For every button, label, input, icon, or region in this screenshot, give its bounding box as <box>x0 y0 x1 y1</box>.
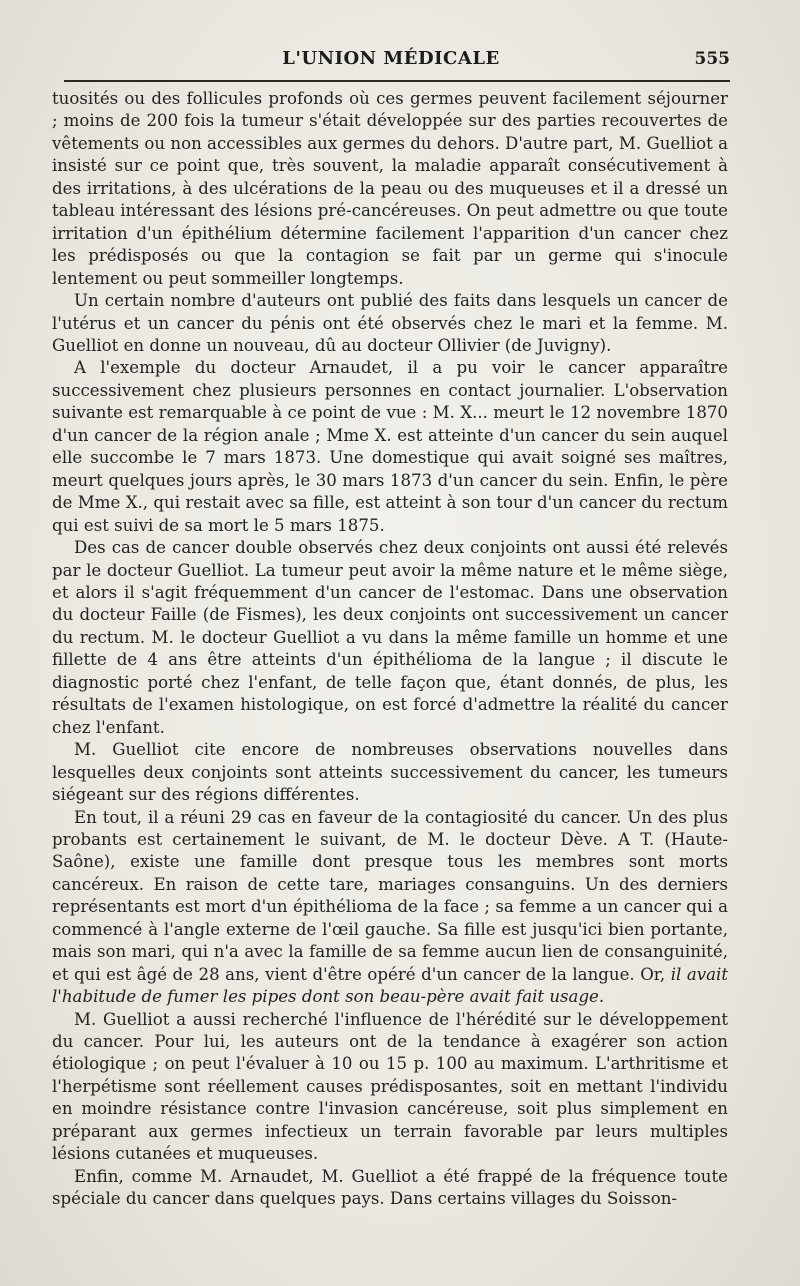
paragraph: Enfin, comme M. Arnaudet, M. Guelliot a été frappé de la fréquence toute spéciale du cancer dans quelques pays. Dans certains villages du Soisson- <box>52 1166 728 1209</box>
italic-quote: il avait l'habitude de fumer les pipes dont son beau-père avait fait usage. <box>52 964 728 1007</box>
paragraph: Un certain nombre d'auteurs ont publié des faits dans lesquels un cancer de l'utérus et un cancer du pénis ont été observés chez le mari et la femme. M. Guelliot en donne un nouveau, dû au docteur Ollivier (de Juvigny). <box>52 291 728 355</box>
paragraph: M. Guelliot a aussi recherché l'influence de l'hérédité sur le développement du cancer. Pour lui, les auteurs ont de la tendance à exagérer son action étiologique ; on peut l'évaluer à 10 ou 15 p. 100 au maximum. L'arthritisme et l'herpétisme sont réellement causes prédisposantes, soit en mettant l'individu en moindre résistance contre l'invasion cancéreuse, soit plus simplement en préparant aux germes infectieux un terrain favorable par leurs multiples lésions cutanées et muqueuses. <box>52 1009 728 1164</box>
body-text <box>52 88 728 1211</box>
running-title: L'UNION MÉDICALE <box>282 48 500 69</box>
paragraph: tuosités ou des follicules profonds où ces germes peuvent facilement séjourner ; moins de 200 fois la tumeur s'était développée sur des parties recouvertes de vêtements ou non accessibles aux germes du dehors. D'autre part, M. Guelliot a insisté sur ce point que, très souvent, la maladie apparaît consécutivement à des irritations, à des ulcérations de la peau ou des muqueuses et il a dressé un tableau intéressant des lésions pré-cancéreuses. On peut admettre ou que toute irritation d'un épithélium détermine facilement l'apparition d'un cancer chez les prédisposés ou que la contagion se fait par un germe qui s'inocule lentement ou peut sommeiller longtemps. <box>52 89 728 288</box>
page-header <box>52 48 730 74</box>
paragraph: Des cas de cancer double observés chez deux conjoints ont aussi été relevés par le docteur Guelliot. La tumeur peut avoir la même nature et le même siège, et alors il s'agit fréquemment d'un cancer de l'estomac. Dans une observation du docteur Faille (de Fismes), les deux conjoints ont successivement un cancer du rectum. M. le docteur Guelliot a vu dans la même famille un homme et une fillette de 4 ans être atteints d'un épithélioma de la langue ; il discute le diagnostic porté chez l'enfant, de telle façon que, étant donnés, de plus, les résultats de l'examen histologique, on est forcé d'admettre la réalité du cancer chez l'enfant. <box>52 538 728 737</box>
header-rule <box>64 80 730 82</box>
paragraph: A l'exemple du docteur Arnaudet, il a pu voir le cancer apparaître successivement chez plusieurs personnes en contact journalier. L'observation suivante est remarquable à ce point de vue : M. X... meurt le 12 novembre 1870 d'un cancer de la région anale ; Mme X. est atteinte d'un cancer du sein auquel elle succombe le 7 mars 1873. Une domestique qui avait soigné ses maîtres, meurt quelques jours après, le 30 mars 1873 d'un cancer du sein. Enfin, le père de Mme X., qui restait avec sa fille, est atteint à son tour d'un cancer du rectum qui est suivi de sa mort le 5 mars 1875. <box>52 358 728 535</box>
page-number: 555 <box>694 49 730 69</box>
paragraph-text: En tout, il a réuni 29 cas en faveur de la contagiosité du cancer. Un des plus probants est certainement le suivant, de M. le docteur Dève. A T. (Haute-Saône), existe une famille dont presque tous les membres sont morts cancéreux. En raison de cette tare, mariages consanguins. Un des derniers représentants est mort d'un épithélioma de la face ; sa femme a un cancer qui a commencé à l'angle externe de l'œil gauche. Sa fille est jusqu'ici bien portante, mais son mari, qui n'a avec la famille de sa femme aucun lien de consanguinité, et qui est âgé de 28 ans, vient d'être opéré d'un cancer de la langue. Or, <box>52 807 728 984</box>
paragraph: M. Guelliot cite encore de nombreuses observations nouvelles dans lesquelles deux conjoints sont atteints successivement du cancer, les tumeurs siégeant sur des régions différentes. <box>52 740 728 805</box>
paragraph <box>52 807 728 1009</box>
